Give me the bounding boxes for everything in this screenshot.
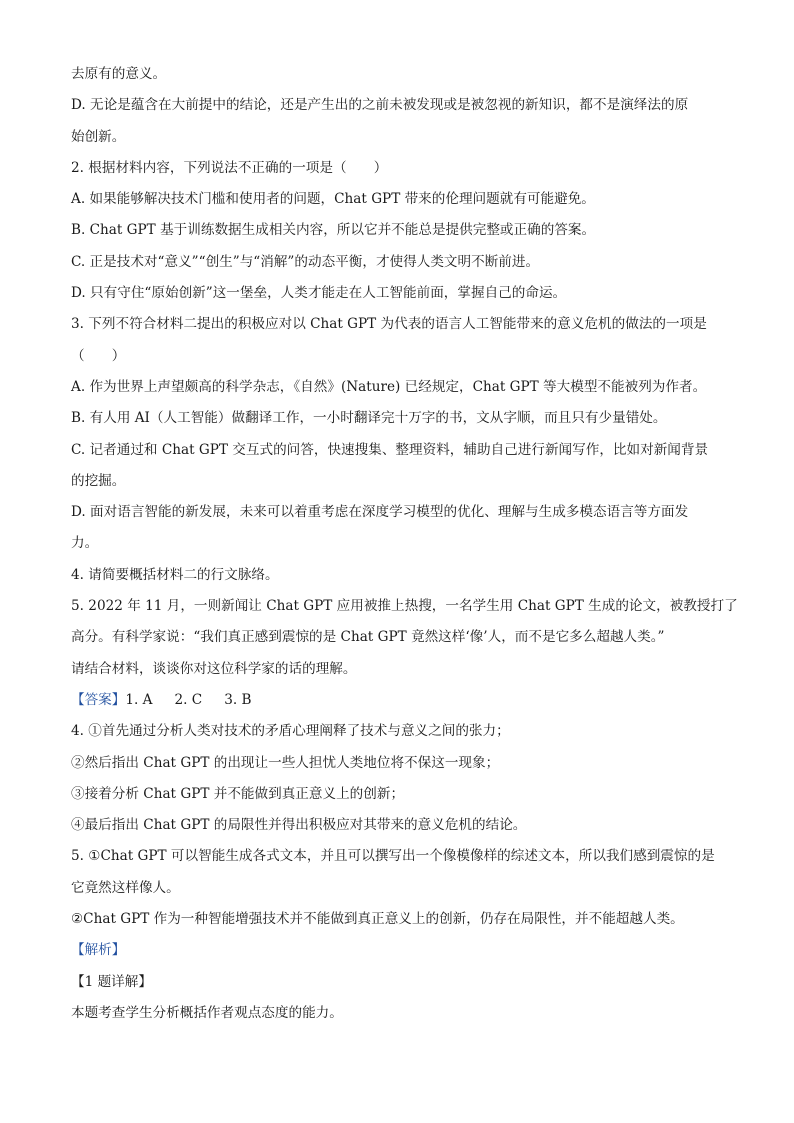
- question-2: 2. 根据材料内容，下列说法不正确的一项是（ ）: [71, 159, 388, 176]
- option-a: A. 作为世界上声望颇高的科学杂志，《自然》(Nature) 已经规定，Chat GPT 等大模型不能被列为作者。: [71, 378, 707, 395]
- option-d: D. 面对语言智能的新发展，未来可以着重考虑在深度学习模型的优化、理解与生成多模态语言等方面发: [71, 504, 689, 521]
- answer-text: 它竟然这样像人。: [71, 879, 180, 896]
- option-d-line: D. 无论是蕴含在大前提中的结论，还是产生出的之前未被发现或是被忽视的新知识，都不是演绎法的原: [71, 97, 689, 114]
- answer-item: 1. A: [125, 691, 153, 708]
- answer-text: 4. ①首先通过分析人类对技术的矛盾心理阐释了技术与意义之间的张力；: [71, 723, 510, 740]
- answer-text: ④最后指出 Chat GPT 的局限性并得出积极应对其带来的意义危机的结论。: [71, 817, 527, 834]
- analysis-heading: [71, 939, 731, 970]
- question-5: 5. 2022 年 11 月，一则新闻让 Chat GPT 应用被推上热搜，一名学生用 Chat GPT 生成的论文，被教授打了: [71, 598, 738, 615]
- text-line: 去原有的意义。: [71, 66, 167, 82]
- question-4: 4. 请简要概括材料二的行文脉络。: [71, 566, 279, 583]
- answer-text: ②然后指出 Chat GPT 的出现让一些人担忧人类地位将不保这一现象；: [71, 754, 500, 771]
- text-line: 力。: [71, 535, 99, 552]
- answer-label: 【答案】: [71, 691, 126, 708]
- detail-heading: 【1 题详解】: [71, 973, 152, 990]
- document-page: [71, 63, 738, 1033]
- text-line: 请结合材料，谈谈你对这位科学家的话的理解。: [71, 660, 357, 677]
- detail-text: 本题考查学生分析概括作者观点态度的能力。: [71, 1004, 343, 1021]
- answer-line: [71, 689, 731, 720]
- text-line: 高分。有科学家说：“我们真正感到震惊的是 Chat GPT 竟然这样‘像’人，而不是它多么超越人类。”: [71, 629, 665, 646]
- option-c: C. 正是技术对“意义”“创生”与“消解”的动态平衡，才使得人类文明不断前进。: [71, 253, 540, 270]
- analysis-label: 【解析】: [71, 942, 126, 959]
- text-line: 始创新。: [71, 128, 126, 145]
- text-line: 的挖掘。: [71, 472, 126, 489]
- answer-text: ②Chat GPT 作为一种智能增强技术并不能做到真正意义上的创新，仍存在局限性，并不能超越人类。: [71, 911, 684, 928]
- question-3-paren: （ ）: [71, 347, 126, 364]
- question-3: 3. 下列不符合材料二提出的积极应对以 Chat GPT 为代表的语言人工智能带来的意义危机的做法的一项是: [71, 316, 707, 333]
- answer-item: 2. C: [174, 691, 203, 708]
- option-b: B. Chat GPT 基于训练数据生成相关内容，所以它并不能总是提供完整或正确的答案。: [71, 222, 596, 239]
- option-b: B. 有人用 AI（人工智能）做翻译工作，一小时翻译完十万字的书，文从字顺，而且只有少量错处。: [71, 410, 667, 427]
- option-c: C. 记者通过和 Chat GPT 交互式的问答，快速搜集、整理资料，辅助自己进行新闻写作，比如对新闻背景: [71, 441, 709, 458]
- option-d: D. 只有守住“原始创新”这一堡垒，人类才能走在人工智能前面，掌握自己的命运。: [71, 285, 567, 302]
- answer-text: 5. ①Chat GPT 可以智能生成各式文本，并且可以撰写出一个像模像样的综述文本，所以我们感到震惊的是: [71, 848, 715, 865]
- answer-text: ③接着分析 Chat GPT 并不能做到真正意义上的创新；: [71, 785, 405, 802]
- answer-item: 3. B: [224, 691, 252, 708]
- option-a: A. 如果能够解决技术门槛和使用者的问题，Chat GPT 带来的伦理问题就有可能避免。: [71, 191, 595, 208]
